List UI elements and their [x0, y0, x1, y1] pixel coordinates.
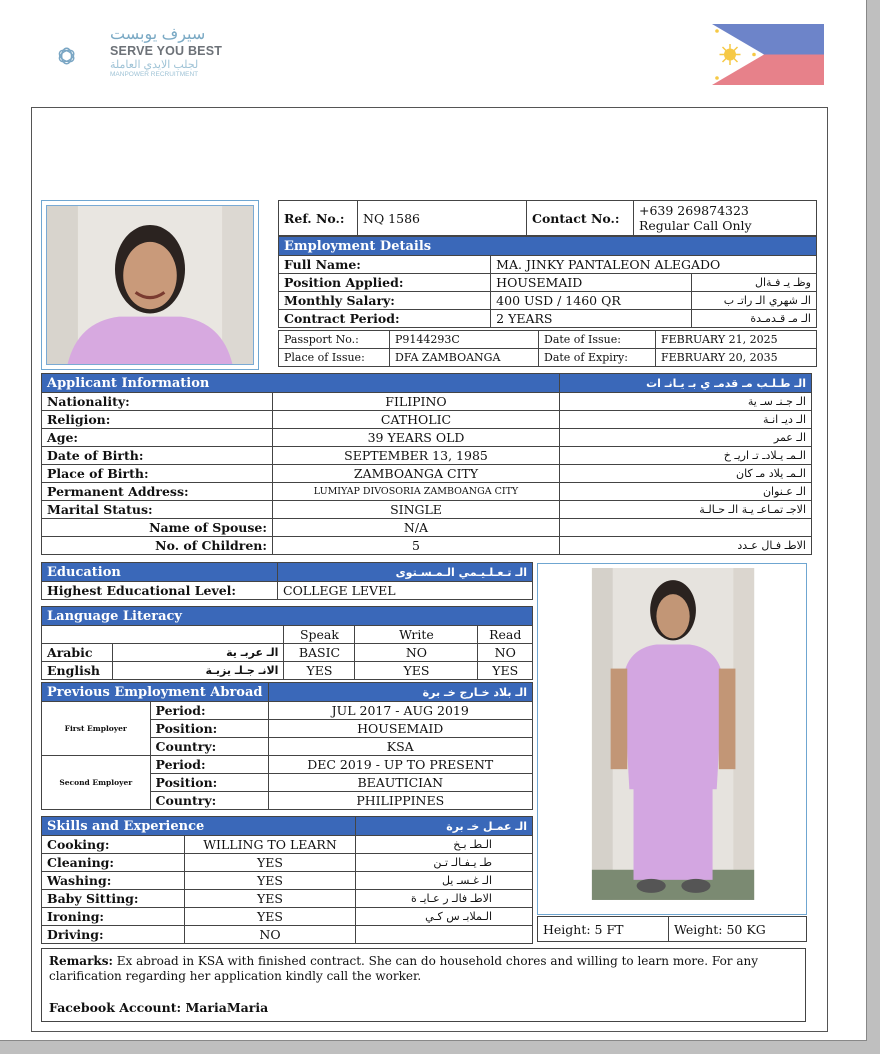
previous-period-value: DEC 2019 - UP TO PRESENT [268, 756, 533, 774]
applicant-row [42, 519, 812, 537]
language-write: NO [355, 644, 478, 662]
ref-value: NQ 1586 [358, 201, 527, 236]
language-speak: YES [284, 662, 355, 680]
skill-value: YES [185, 890, 356, 908]
skills-row [42, 926, 533, 944]
logo-subtitle: MANPOWER RECRUITMENT [110, 71, 199, 78]
remarks-box [41, 948, 806, 1022]
language-name: Arabic [42, 644, 113, 662]
passport-value: P9144293C [390, 331, 539, 349]
skills-row [42, 890, 533, 908]
contract-label: Contract Period: [279, 310, 491, 328]
skills-row [42, 854, 533, 872]
place-issue-label: Place of Issue: [279, 349, 390, 367]
passport-label: Passport No.: [279, 331, 390, 349]
skills-row [42, 908, 533, 926]
applicant-row [42, 537, 812, 555]
skill-label: Cooking: [42, 836, 185, 854]
previous-employment-row [42, 702, 533, 720]
skills-row [42, 836, 533, 854]
contact-cell [634, 201, 817, 236]
position-arabic: وظـ يـ فـةال [692, 274, 817, 292]
applicant-label: Name of Spouse: [42, 519, 273, 537]
speak-header: Speak [284, 626, 355, 644]
remarks-label: Remarks: [49, 954, 113, 968]
skill-label: Ironing: [42, 908, 185, 926]
salary-value: 400 USD / 1460 QR [491, 292, 692, 310]
applicant-label: Nationality: [42, 393, 273, 411]
previous-position-label: Position: [150, 720, 268, 738]
applicant-arabic: الـ ديـ انـة [560, 411, 812, 429]
portrait-image-icon [46, 205, 254, 365]
previous-period-label: Period: [150, 756, 268, 774]
skill-arabic: الـطـ بـخ [356, 836, 533, 854]
previous-employment-row [42, 756, 533, 774]
applicant-arabic: الـ جـنـ سـ ية [560, 393, 812, 411]
education-table [41, 562, 533, 600]
applicant-value: ZAMBOANGA CITY [273, 465, 560, 483]
previous-header-arabic: الـ بلاد خـارج خـ برة [268, 683, 533, 702]
skill-arabic: الـملابـ س كـي [356, 908, 533, 926]
language-table [41, 606, 533, 680]
previous-country-value: KSA [268, 738, 533, 756]
applicant-header-arabic: الـ طـلـب مـ قدمـ ي بـ يـانـ ات [560, 374, 812, 393]
language-row [42, 662, 533, 680]
education-value: COLLEGE LEVEL [278, 582, 533, 600]
ref-label: Ref. No.: [279, 201, 358, 236]
body-measure-table [537, 916, 807, 942]
expiry-label: Date of Expiry: [539, 349, 656, 367]
applicant-label: Marital Status: [42, 501, 273, 519]
weight-value: Weight: 50 KG [669, 917, 807, 942]
skill-label: Baby Sitting: [42, 890, 185, 908]
skills-row [42, 872, 533, 890]
issue-date-label: Date of Issue: [539, 331, 656, 349]
previous-period-label: Period: [150, 702, 268, 720]
full-body-image-icon [542, 568, 802, 910]
applicant-label: Age: [42, 429, 273, 447]
applicant-arabic [560, 519, 812, 537]
applicant-value: CATHOLIC [273, 411, 560, 429]
applicant-row [42, 447, 812, 465]
language-read: NO [478, 644, 533, 662]
education-label: Highest Educational Level: [42, 582, 278, 600]
contact-value: +639 269874323 [639, 203, 749, 218]
applicant-arabic: الـمـ يلاد مـ كان [560, 465, 812, 483]
issue-date-value: FEBRUARY 21, 2025 [656, 331, 817, 349]
philippines-flag-icon [712, 24, 824, 85]
applicant-row [42, 483, 812, 501]
applicant-value: 5 [273, 537, 560, 555]
skill-value: YES [185, 854, 356, 872]
contact-label: Contact No.: [527, 201, 634, 236]
language-read: YES [478, 662, 533, 680]
full-name-label: Full Name: [279, 256, 491, 274]
language-rows [42, 644, 533, 680]
contact-note: Regular Call Only [639, 218, 752, 233]
logo-arabic-sub: لجلب الايدي العاملة [110, 59, 199, 71]
education-header: Education [42, 563, 278, 582]
language-arabic: الانـ جـلـ يزيـة [113, 662, 284, 680]
remarks-paragraph [49, 954, 798, 984]
skills-header-arabic: الـ عمـل خـ برة [356, 817, 533, 836]
language-name: English [42, 662, 113, 680]
applicant-value: N/A [273, 519, 560, 537]
language-header: Language Literacy [42, 607, 533, 626]
position-value: HOUSEMAID [491, 274, 692, 292]
ref-table [278, 200, 817, 236]
previous-period-value: JUL 2017 - AUG 2019 [268, 702, 533, 720]
applicant-row [42, 429, 812, 447]
applicant-label: Permanent Address: [42, 483, 273, 501]
language-write: YES [355, 662, 478, 680]
language-blank [42, 626, 284, 644]
applicant-rows [42, 393, 812, 555]
previous-employment-table [41, 682, 533, 810]
logo-arabic: سيرف يوبست [110, 26, 206, 43]
applicant-value: LUMIYAP DIVOSORIA ZAMBOANGA CITY [273, 483, 560, 501]
applicant-row [42, 465, 812, 483]
read-header: Read [478, 626, 533, 644]
skill-arabic: طـ يـفـالـ تـن [356, 854, 533, 872]
applicant-arabic: الـ عمر [560, 429, 812, 447]
skill-arabic [356, 926, 533, 944]
employer-name: Second Employer [42, 756, 151, 810]
contract-value: 2 YEARS [491, 310, 692, 328]
salary-label: Monthly Salary: [279, 292, 491, 310]
applicant-arabic: الـ عـنوان [560, 483, 812, 501]
write-header: Write [355, 626, 478, 644]
height-value: Height: 5 FT [538, 917, 669, 942]
applicant-value: SEPTEMBER 13, 1985 [273, 447, 560, 465]
employer-name: First Employer [42, 702, 151, 756]
logo-text [110, 24, 222, 78]
logo-name: SERVE YOU BEST [110, 44, 223, 58]
applicant-value: FILIPINO [273, 393, 560, 411]
previous-rows [42, 702, 533, 810]
previous-country-value: PHILIPPINES [268, 792, 533, 810]
language-row [42, 644, 533, 662]
language-arabic: الـ عربـ ية [113, 644, 284, 662]
applicant-row [42, 411, 812, 429]
applicant-table [41, 373, 812, 555]
skill-label: Washing: [42, 872, 185, 890]
headshot-photo [41, 200, 259, 370]
education-header-arabic: الـ تـعـلـيـمي الـمـسـتوى [278, 563, 533, 582]
skill-label: Cleaning: [42, 854, 185, 872]
employment-header: Employment Details [279, 237, 817, 256]
position-label: Position Applied: [279, 274, 491, 292]
previous-position-value: BEAUTICIAN [268, 774, 533, 792]
expiry-value: FEBRUARY 20, 2035 [656, 349, 817, 367]
applicant-label: Religion: [42, 411, 273, 429]
place-issue-value: DFA ZAMBOANGA [390, 349, 539, 367]
applicant-row [42, 393, 812, 411]
skill-label: Driving: [42, 926, 185, 944]
remarks-text: Ex abroad in KSA with finished contract. She can do household chores and willing to learn more. For any clarification regarding her application kindly call the worker. [49, 954, 758, 983]
previous-position-label: Position: [150, 774, 268, 792]
facebook-account: Facebook Account: MariaMaria [49, 1000, 269, 1015]
applicant-label: Date of Birth: [42, 447, 273, 465]
skill-value: WILLING TO LEARN [185, 836, 356, 854]
language-speak: BASIC [284, 644, 355, 662]
skill-arabic: الـ غـسـ يل [356, 872, 533, 890]
company-logo-icon [56, 26, 116, 86]
skill-arabic: الاطـ فالـ ر عـايـ ة [356, 890, 533, 908]
previous-country-label: Country: [150, 792, 268, 810]
passport-table [278, 330, 817, 367]
skill-value: YES [185, 872, 356, 890]
applicant-value: SINGLE [273, 501, 560, 519]
previous-country-label: Country: [150, 738, 268, 756]
skills-table [41, 816, 533, 944]
skills-header: Skills and Experience [42, 817, 356, 836]
full-name-value: MA. JINKY PANTALEON ALEGADO [491, 256, 817, 274]
applicant-header: Applicant Information [42, 374, 560, 393]
applicant-value: 39 YEARS OLD [273, 429, 560, 447]
applicant-label: No. of Children: [42, 537, 273, 555]
applicant-row [42, 501, 812, 519]
skill-value: YES [185, 908, 356, 926]
skill-value: NO [185, 926, 356, 944]
full-body-photo [537, 563, 807, 915]
applicant-label: Place of Birth: [42, 465, 273, 483]
employment-table [278, 236, 817, 328]
applicant-arabic: الاجـ تمـاعـ يـة الـ حـالـة [560, 501, 812, 519]
salary-arabic: الـ شهري الـ راتـ ب [692, 292, 817, 310]
previous-header: Previous Employment Abroad [42, 683, 269, 702]
previous-position-value: HOUSEMAID [268, 720, 533, 738]
contract-arabic: الـ مـ قـدمـدة [692, 310, 817, 328]
applicant-arabic: الـمـ يـلادـ تـ اريـ خ [560, 447, 812, 465]
applicant-arabic: الاطـ فـال عـدد [560, 537, 812, 555]
skills-rows [42, 836, 533, 944]
